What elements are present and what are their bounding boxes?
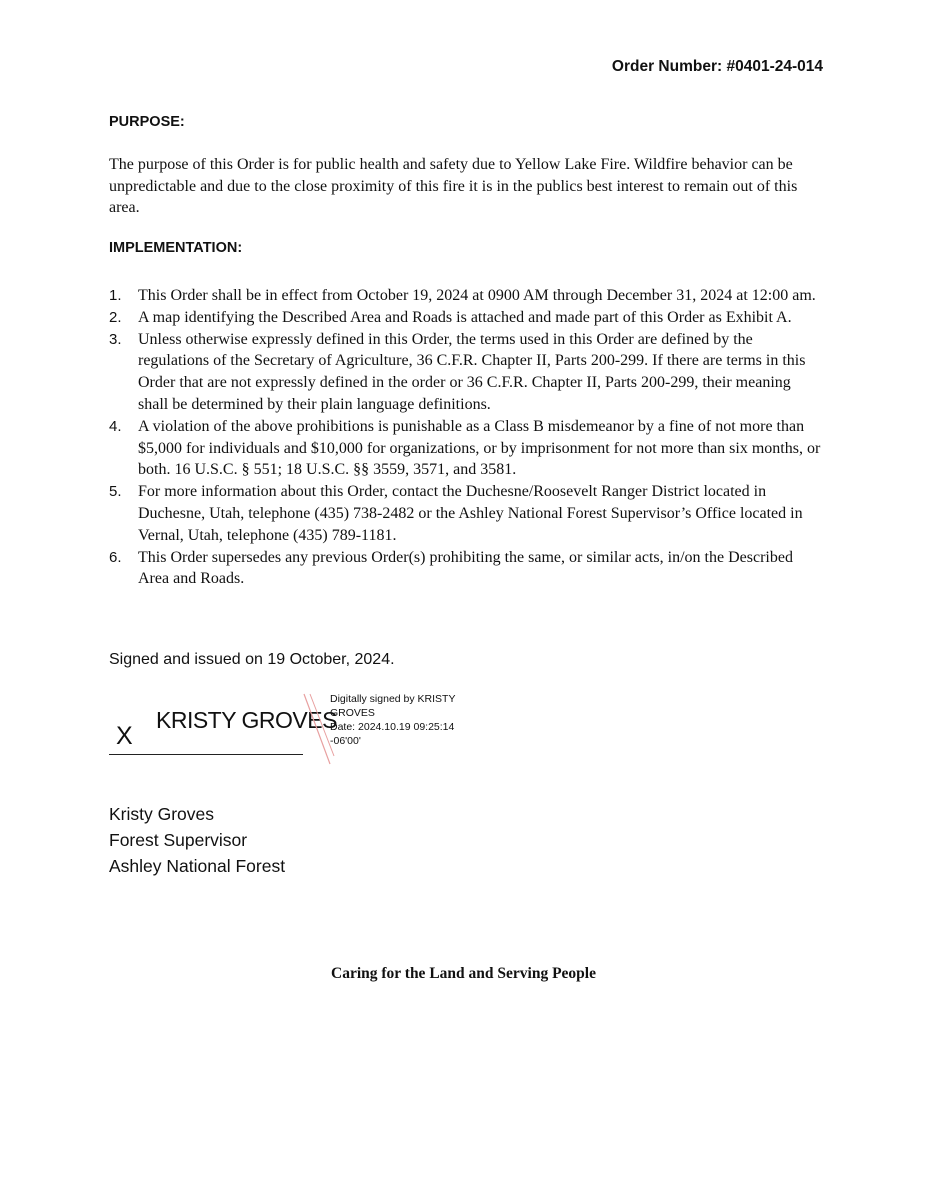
item-number: 4.	[109, 417, 122, 435]
item-text: Unless otherwise expressly defined in this Order, the terms used in this Order are defined by the regulations of the Secretary of Agriculture, 36 C.F.R. Chapter II, Parts 200-299. If there are terms in this Order that are not expressly defined in the order or 36 C.F.R. Chapter II, Parts 200-299, their meaning shall be determined by their plain language definitions.	[138, 330, 806, 413]
item-text: This Order shall be in effect from October 19, 2024 at 0900 AM through December 31, 2024 at 12:00 am.	[138, 287, 816, 304]
item-text: This Order supersedes any previous Order(s) prohibiting the same, or similar acts, in/on the Described Area and Roads.	[138, 548, 793, 588]
item-text: A violation of the above prohibitions is punishable as a Class B misdemeanor by a fine of not more than $5,000 for individuals and $10,000 for organizations, or by imprisonment for not more than six months, or both. 16 U.S.C. § 551; 18 U.S.C. §§ 3559, 3571, and 3581.	[138, 417, 821, 479]
purpose-text: The purpose of this Order is for public health and safety due to Yellow Lake Fire. Wildfire behavior can be unpredictable and due to the close proximity of this fire it is in the publics best interest to remain out of this area.	[109, 156, 798, 216]
signature-name: KRISTY GROVES	[156, 707, 337, 733]
order-number: Order Number: #0401-24-014	[611, 58, 823, 75]
signature-line	[109, 754, 303, 755]
signer-block	[109, 801, 285, 879]
list-item	[109, 481, 821, 546]
digital-signature-details	[330, 692, 455, 748]
list-item	[109, 416, 821, 481]
list-item	[109, 329, 821, 416]
item-number: 3.	[109, 330, 122, 348]
item-text: A map identifying the Described Area and Roads is attached and made part of this Order as Exhibit A.	[138, 308, 792, 326]
list-item	[109, 285, 821, 307]
implementation-list	[109, 285, 821, 590]
item-number: 1.	[109, 287, 122, 304]
signer-organization: Ashley National Forest	[109, 856, 286, 876]
list-item	[109, 307, 821, 329]
digital-signer-name: GROVES	[330, 707, 375, 719]
digital-signed-date: Date: 2024.10.19 09:25:14	[330, 721, 455, 733]
digital-signed-by: Digitally signed by KRISTY	[330, 693, 456, 705]
item-text: For more information about this Order, contact the Duchesne/Roosevelt Ranger District located in Duchesne, Utah, telephone (435) 738-2482 or the Ashley National Forest Supervisor’s Office located in Vernal, Utah, telephone (435) 789-1181.	[138, 483, 803, 544]
item-number: 6.	[109, 548, 122, 566]
purpose-heading: PURPOSE:	[109, 114, 185, 130]
implementation-heading: IMPLEMENTATION:	[109, 240, 243, 256]
item-number: 2.	[109, 308, 122, 326]
signer-title: Forest Supervisor	[109, 830, 248, 850]
digital-signed-offset: -06'00'	[330, 735, 361, 747]
signer-name: Kristy Groves	[109, 804, 215, 824]
list-item	[109, 547, 821, 591]
item-number: 5.	[109, 483, 122, 501]
footer-slogan: Caring for the Land and Serving People	[331, 965, 596, 982]
signed-issued-date: Signed and issued on 19 October, 2024.	[109, 651, 395, 668]
signature-x-mark: X	[116, 722, 133, 750]
